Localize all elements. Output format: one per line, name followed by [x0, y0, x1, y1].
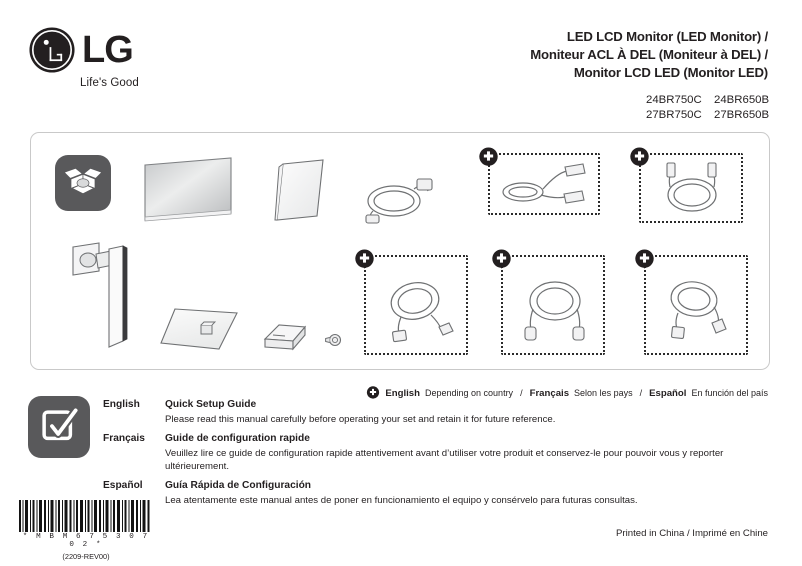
legend-lang-es: Español	[649, 387, 687, 399]
monitor-panel	[141, 155, 239, 230]
hdmi-cable-icon	[497, 161, 593, 209]
guide-title-es: Guía Rápida de Configuración	[165, 480, 312, 492]
guide-body-en: Please read this manual carefully before operating your set and retain it for future reference.	[165, 413, 556, 425]
stand-base-icon	[157, 305, 241, 359]
open-box-icon	[55, 155, 111, 211]
barcode-block	[18, 500, 154, 561]
displayport-cable	[650, 159, 734, 222]
lg-brand-logo	[28, 26, 208, 89]
multilingual-guide-block	[103, 398, 783, 513]
title-line-fr: Moniteur ACL À DEL (Moniteur à DEL) /	[530, 47, 768, 63]
usb-c-cable	[517, 271, 593, 352]
usb-b-cable	[379, 273, 457, 350]
title-line-es: Monitor LCD LED (Monitor LED)	[573, 65, 768, 81]
legend-lang-fr: Français	[529, 387, 570, 399]
stand-body	[69, 241, 135, 358]
lg-face-logo-icon	[28, 26, 76, 74]
lg-tagline: Life's Good	[80, 77, 139, 89]
plus-badge-icon	[634, 249, 655, 270]
barcode-image	[18, 500, 152, 532]
guide-lang-en: English	[103, 399, 140, 410]
model-row	[646, 93, 768, 108]
guide-body-fr: Veuillez lire ce guide de configuration rapide attentivement avant d’utiliser votre produit et conservez-le pour pouvoir vous y reporter ultérieurement.	[165, 447, 724, 473]
monitor-icon	[141, 155, 239, 225]
stand-screw	[323, 331, 343, 354]
guide-lang-fr: Français	[103, 432, 145, 444]
package-contents-panel	[30, 132, 770, 370]
power-cord-icon	[361, 171, 439, 227]
open-box-glyph	[63, 163, 103, 203]
legend-desc-es: En función del país	[691, 388, 768, 398]
guide-row-english	[103, 398, 783, 426]
guide-title-fr: Guide de configuration rapide	[165, 432, 310, 444]
document-title	[530, 28, 768, 82]
legend-desc-fr: Selon les pays	[574, 388, 633, 398]
screw-icon	[323, 331, 343, 349]
plus-badge-icon	[491, 249, 512, 270]
guide-row-spanish	[103, 479, 783, 507]
barcode-revision: (2209-REV00)	[62, 552, 110, 561]
title-line-en: LED LCD Monitor (LED Monitor) /	[566, 29, 768, 44]
power-cable	[361, 171, 439, 232]
guide-body-es: Lea atentamente este manual antes de poner en funcionamiento el equipo y consérvelo para futuras consultas.	[165, 495, 638, 507]
checkbox-check-glyph	[38, 406, 80, 448]
plus-badge-icon	[354, 249, 375, 270]
usb-a-cable-icon	[660, 273, 736, 345]
model-row	[646, 108, 768, 123]
dp-cable-icon	[650, 159, 734, 217]
model-27br750c: 27BR750C	[646, 109, 702, 122]
cable-holder-icon	[259, 317, 311, 357]
checkbox-check-icon	[28, 396, 90, 458]
printed-in-notice: Printed in China / Imprimé en Chine	[616, 528, 768, 539]
manual-icon	[269, 158, 331, 226]
plus-badge-icon	[629, 147, 650, 168]
guide-lang-es: Español	[103, 480, 143, 492]
usb-c-cable-icon	[517, 271, 593, 347]
usb-b-cable-icon	[379, 273, 457, 345]
cable-holder	[259, 317, 311, 362]
lg-wordmark: LG	[82, 29, 133, 71]
barcode-digits: * M B M 6 7 5 3 0 7 0 2 *	[22, 533, 150, 549]
model-24br750c: 24BR750C	[646, 94, 702, 106]
legend-desc-en: Depending on country	[425, 388, 514, 398]
legend-separator: /	[520, 388, 523, 398]
hdmi-cable	[497, 161, 593, 214]
model-24br650b: 24BR650B	[714, 94, 770, 106]
model-27br650b: 27BR650B	[714, 109, 770, 122]
manual-document	[269, 158, 331, 231]
legend-separator: /	[639, 388, 643, 398]
usb-a-cable	[660, 273, 736, 350]
legend-lang-en: English	[385, 387, 420, 399]
stand-arm-icon	[69, 241, 135, 353]
guide-row-french	[103, 432, 783, 474]
model-number-list	[646, 93, 768, 123]
plus-badge-icon	[478, 147, 499, 168]
stand-base	[157, 305, 241, 364]
guide-title-en: Quick Setup Guide	[165, 399, 257, 410]
